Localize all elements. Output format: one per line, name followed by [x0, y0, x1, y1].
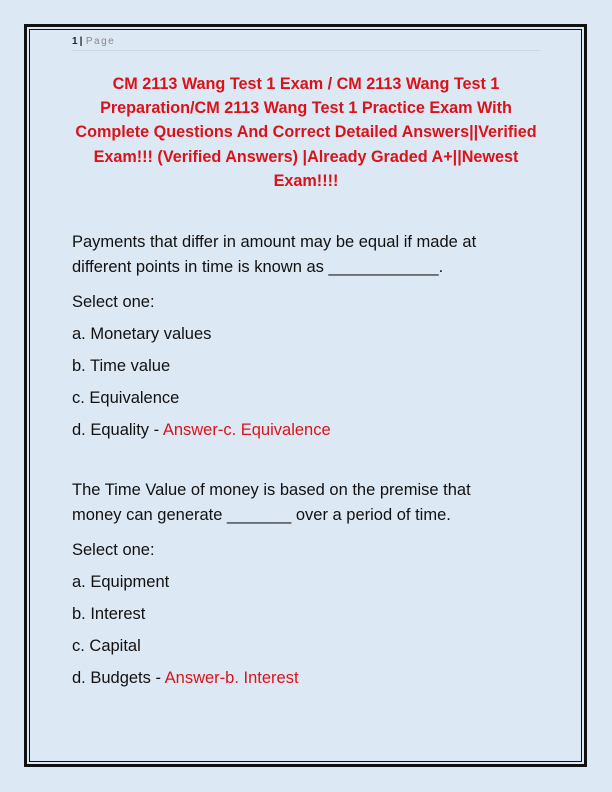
option-d	[72, 414, 552, 446]
question-stem	[72, 230, 552, 279]
question-1	[72, 230, 552, 446]
stem-line: The Time Value of money is based on the premise that	[72, 481, 471, 499]
option-d-label: d. Equality -	[72, 421, 163, 439]
document-title: CM 2113 Wang Test 1 Exam / CM 2113 Wang Test 1 Preparation/CM 2113 Wang Test 1 Practice Exam With Complete Questions And Correct Detailed Answers||Verified Exam!!! (Verified Answers) |Already Graded A+||Newest Exam!!!!	[75, 75, 537, 190]
stem-line: different points in time is known as ____________.	[72, 257, 444, 276]
option-b: b. Interest	[72, 605, 146, 623]
question-2	[72, 478, 552, 694]
answer-text: Answer-b. Interest	[164, 669, 299, 687]
option-d-label: d. Budgets -	[72, 669, 165, 687]
answer-text: Answer-c. Equivalence	[162, 421, 331, 439]
page-header	[72, 36, 540, 51]
page-number: 1	[72, 36, 78, 47]
question-stem	[72, 478, 552, 527]
option-c: c. Equivalence	[72, 389, 180, 407]
option-b: b. Time value	[72, 357, 171, 375]
option-c: c. Capital	[72, 637, 141, 655]
stem-line: money can generate _______ over a period of time.	[72, 505, 451, 524]
page-separator: |	[79, 36, 84, 47]
option-a: a. Monetary values	[72, 325, 212, 343]
option-d	[72, 662, 552, 694]
select-prompt: Select one:	[72, 541, 155, 559]
select-prompt: Select one:	[72, 293, 155, 311]
page-label: Page	[85, 36, 116, 47]
stem-line: Payments that differ in amount may be equal if made at	[72, 233, 477, 251]
option-a: a. Equipment	[72, 573, 170, 591]
